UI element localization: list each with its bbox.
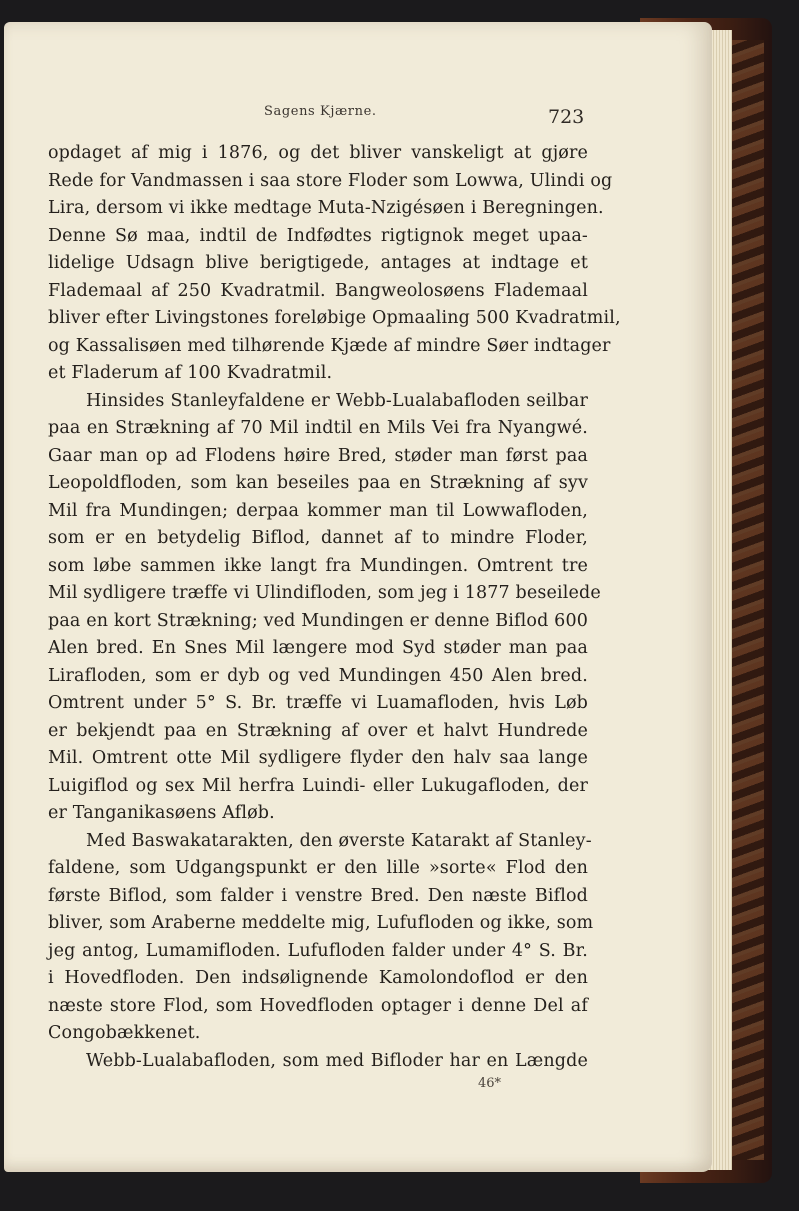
text-line: faldene, som Udgangspunkt er den lille »sorte« Flod den	[48, 858, 588, 878]
marbled-cover-edge	[730, 40, 764, 1160]
text-line: opdaget af mig i 1876, og det bliver vanskeligt at gjøre	[48, 143, 588, 163]
text-line: Webb-Lualabafloden, som med Bifloder har en Længde	[86, 1050, 588, 1071]
text-line: paa en Strækning af 70 Mil indtil en Mils Vei fra Nyangwé.	[48, 418, 588, 438]
text-line: som løbe sammen ikke langt fra Mundingen. Omtrent tre	[48, 555, 588, 576]
text-line: Lira, dersom vi ikke medtage Muta-Nzigésøen i Beregningen.	[48, 198, 604, 218]
text-line: Congobækkenet.	[48, 1023, 201, 1043]
text-line: Flademaal af 250 Kvadratmil. Bangweolosøens Flademaal	[48, 280, 588, 301]
text-line: Med Baswakatarakten, den øverste Katarakt af Stanley-	[86, 830, 592, 851]
text-line: er bekjendt paa en Strækning af over et halvt Hundrede	[48, 720, 588, 741]
running-head: Sagens Kjærne.	[264, 104, 377, 119]
text-line: Mil sydligere træffe vi Ulindifloden, som jeg i 1877 beseilede	[48, 583, 601, 603]
text-line: Mil fra Mundingen; derpaa kommer man til Lowwafloden,	[48, 500, 588, 521]
text-line: Omtrent under 5° S. Br. træffe vi Luamafloden, hvis Løb	[48, 693, 588, 713]
text-line: første Biflod, som falder i venstre Bred. Den næste Biflod	[48, 885, 588, 906]
body-text	[48, 140, 621, 1075]
text-line: paa en kort Strækning; ved Mundingen er denne Biflod 600	[48, 610, 589, 631]
page-header	[0, 104, 740, 134]
text-line: Denne Sø maa, indtil de Indfødtes rigtignok meget upaa-	[48, 225, 588, 246]
text-line: et Fladerum af 100 Kvadratmil.	[48, 363, 333, 383]
text-line: Rede for Vandmassen i saa store Floder som Lowwa, Ulindi og	[48, 170, 613, 191]
page-number: 723	[548, 106, 585, 128]
text-line: Luigiflod og sex Mil herfra Luindi- eller Lukugafloden, der	[48, 775, 588, 796]
text-line: Mil. Omtrent otte Mil sydligere flyder den halv saa lange	[48, 748, 588, 768]
printer-signature: 46*	[478, 1076, 502, 1091]
text-line: Leopoldfloden, som kan beseiles paa en Strækning af syv	[48, 473, 588, 493]
text-line: bliver, som Araberne meddelte mig, Lufufloden og ikke, som	[48, 913, 594, 933]
text-line: Hinsides Stanleyfaldene er Webb-Lualabafloden seilbar	[86, 390, 588, 411]
text-line: som er en betydelig Biflod, dannet af to mindre Floder,	[48, 528, 588, 548]
text-line: Gaar man op ad Flodens høire Bred, støder man først paa	[48, 445, 588, 466]
text-line: Alen bred. En Snes Mil længere mod Syd støder man paa	[48, 638, 588, 658]
text-line: jeg antog, Lumamifloden. Lufufloden falder under 4° S. Br.	[48, 940, 588, 961]
text-line: er Tanganikasøens Afløb.	[48, 803, 275, 823]
text-line: næste store Flod, som Hovedfloden optager i denne Del af	[48, 995, 588, 1016]
text-line: lidelige Udsagn blive berigtigede, antages at indtage et	[48, 253, 588, 273]
text-line: og Kassalisøen med tilhørende Kjæde af mindre Søer indtager	[48, 335, 611, 356]
text-line: i Hovedfloden. Den indsølignende Kamolondoflod er den	[48, 968, 588, 988]
text-line: bliver efter Livingstones foreløbige Opmaaling 500 Kvadratmil,	[48, 308, 621, 328]
text-line: Lirafloden, som er dyb og ved Mundingen 450 Alen bred.	[48, 665, 588, 686]
